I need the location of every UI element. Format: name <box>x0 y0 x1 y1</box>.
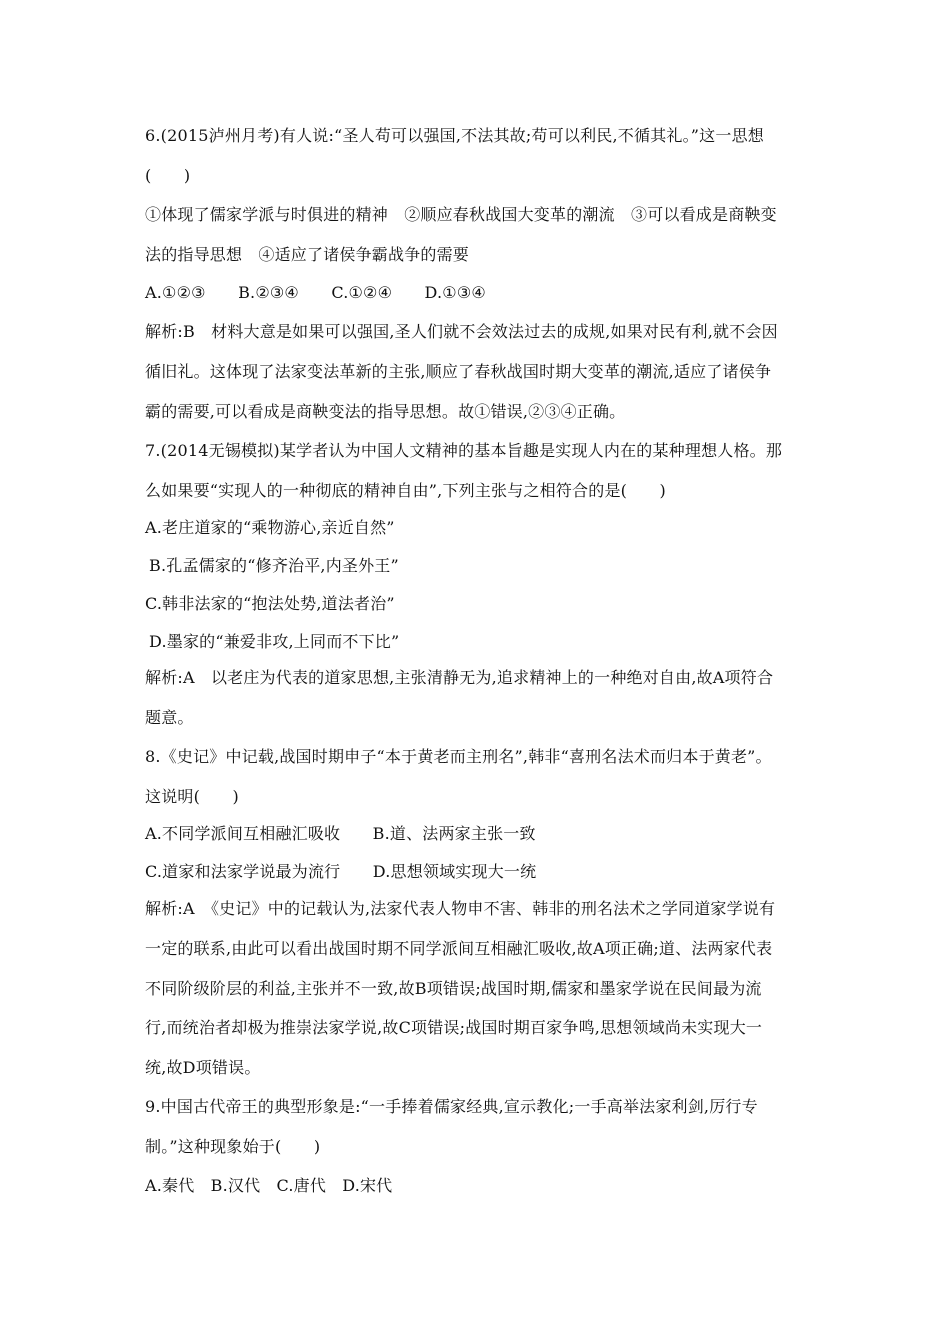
q7-analysis-line2: 题意。 <box>145 708 194 727</box>
q7-stem-line2: 么如果要“实现人的一种彻底的精神自由”,下列主张与之相符合的是( ) <box>145 481 666 500</box>
q7-option-c: C.韩非法家的“抱法处势,道法者治” <box>145 594 395 613</box>
q8-options-ab: A.不同学派间互相融汇吸收 B.道、法两家主张一致 <box>145 824 536 843</box>
q6-statements-line2: 法的指导思想 ④适应了诸侯争霸战争的需要 <box>145 245 470 264</box>
q9-stem-line1: 9.中国古代帝王的典型形象是:“一手捧着儒家经典,宣示教化;一手高举法家利剑,厉行专 <box>145 1097 758 1116</box>
q8-analysis-line5: 统,故D项错误。 <box>145 1058 261 1077</box>
q8-analysis-line3: 不同阶级阶层的利益,主张并不一致,故B项错误;战国时期,儒家和墨家学说在民间最为流 <box>145 979 762 998</box>
q8-options-cd: C.道家和法家学说最为流行 D.思想领域实现大一统 <box>145 862 537 881</box>
q8-stem-line2: 这说明( ) <box>145 787 239 806</box>
q6-options: A.①②③ B.②③④ C.①②④ D.①③④ <box>145 283 486 302</box>
q8-analysis-line4: 行,而统治者却极为推崇法家学说,故C项错误;战国时期百家争鸣,思想领域尚未实现大一 <box>145 1018 763 1037</box>
q7-analysis-line1: 解析:A 以老庄为代表的道家思想,主张清静无为,追求精神上的一种绝对自由,故A项符合 <box>145 668 774 687</box>
q8-stem-line1: 8.《史记》中记载,战国时期申子“本于黄老而主刑名”,韩非“喜刑名法术而归本于黄老”。 <box>145 747 772 766</box>
q9-options: A.秦代 B.汉代 C.唐代 D.宋代 <box>145 1176 393 1195</box>
q8-analysis-line2: 一定的联系,由此可以看出战国时期不同学派间互相融汇吸收,故A项正确;道、法两家代表 <box>145 939 773 958</box>
q7-option-b: B.孔孟儒家的“修齐治平,内圣外王” <box>149 556 399 575</box>
q7-stem-line1: 7.(2014无锡模拟)某学者认为中国人文精神的基本旨趣是实现人内在的某种理想人格。那 <box>145 441 783 460</box>
q6-stem-line1: 6.(2015泸州月考)有人说:“圣人苟可以强国,不法其故;苟可以利民,不循其礼。”这一思想 <box>145 126 764 145</box>
q8-analysis-line1: 解析:A 《史记》中的记载认为,法家代表人物申不害、韩非的刑名法术之学同道家学说有 <box>145 899 776 918</box>
q7-option-a: A.老庄道家的“乘物游心,亲近自然” <box>145 518 395 537</box>
q6-answer-blank: ( ) <box>145 166 191 185</box>
q6-analysis-line2: 循旧礼。这体现了法家变法革新的主张,顺应了春秋战国时期大变革的潮流,适应了诸侯争 <box>145 362 772 381</box>
q9-stem-line2: 制。”这种现象始于( ) <box>145 1137 321 1156</box>
q7-option-d: D.墨家的“兼爱非攻,上同而不下比” <box>149 632 400 651</box>
q6-analysis-line3: 霸的需要,可以看成是商鞅变法的指导思想。故①错误,②③④正确。 <box>145 402 626 421</box>
q6-analysis-line1: 解析:B 材料大意是如果可以强国,圣人们就不会效法过去的成规,如果对民有利,就不会因 <box>145 322 778 341</box>
q6-statements-line1: ①体现了儒家学派与时俱进的精神 ②顺应春秋战国大变革的潮流 ③可以看成是商鞅变 <box>145 205 777 224</box>
